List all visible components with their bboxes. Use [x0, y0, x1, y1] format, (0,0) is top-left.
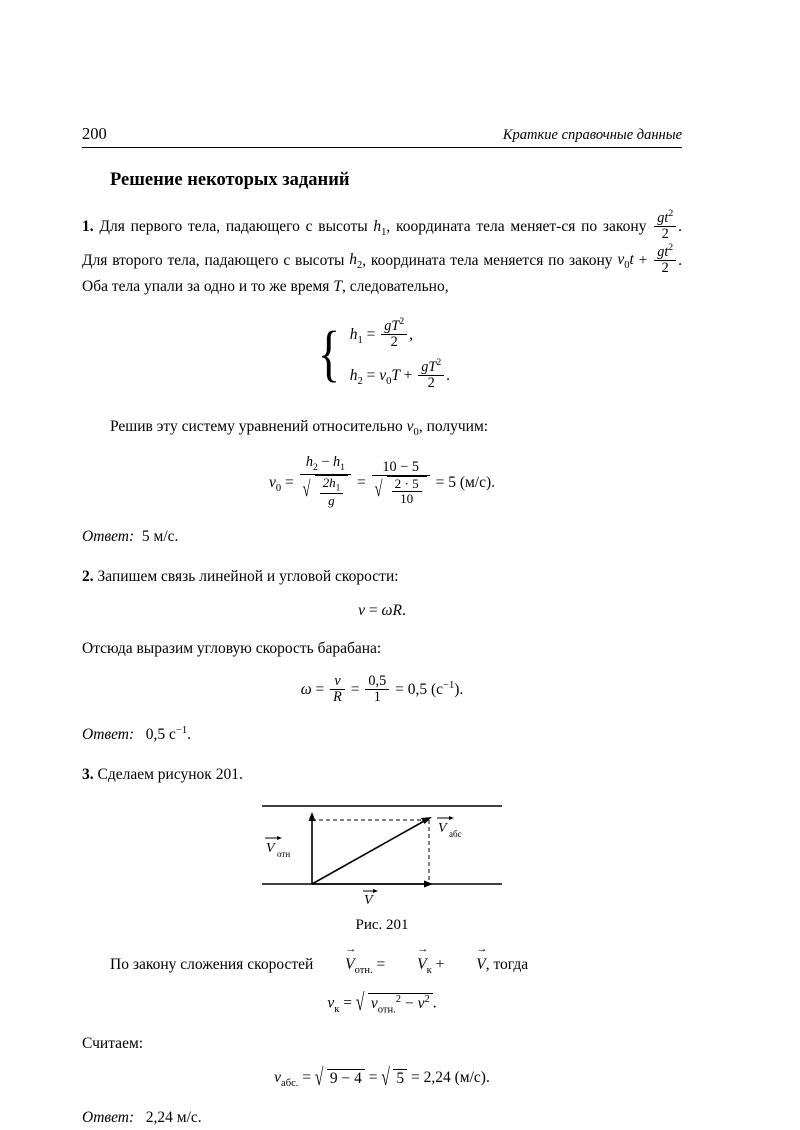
- running-title: Краткие справочные данные: [502, 127, 682, 143]
- item-text-8: , получим:: [418, 418, 489, 436]
- answer-2: [82, 724, 682, 746]
- solution-item-2: [82, 566, 682, 588]
- fraction-1: $h_2 - h_1$ √ $\frac{2h_1}{g}$: [300, 455, 352, 508]
- equation-vabs: $v_{абс.}$ = √ 9 − 4 = √ 5 = 2,24 (м/с).: [82, 1069, 682, 1089]
- answer-3: [82, 1107, 682, 1129]
- solution-item-3: [82, 764, 682, 786]
- page-header: [82, 124, 682, 148]
- fraction-05-1: $\frac{0,5}{1}$: [365, 674, 389, 706]
- equation-v-omega-R: v = ωR.: [358, 602, 406, 620]
- system-equation-2: $h_2 = v_0T$ + $\frac{gT^2}{2}$ .: [349, 356, 451, 391]
- sqrt-9-4: √ 9 − 4: [315, 1069, 365, 1088]
- fraction-gT2-2-b: $\frac{gT^2}{2}$: [418, 358, 444, 392]
- vector-v-k: $V \to_к$: [389, 956, 432, 973]
- symbol-h1: $h_1$: [373, 217, 387, 238]
- system-equation-1: $h_1$ = $\frac{gT^2}{2}$ ,: [349, 316, 414, 351]
- section-title: Решение некоторых заданий: [110, 170, 350, 190]
- sqrt-1: √ $\frac{2h_1}{g}$: [303, 475, 349, 508]
- item-text-3: . Для второго тела, падающего с высоты: [82, 217, 683, 269]
- answer-value: 5 м/с.: [141, 528, 179, 546]
- fraction-v-R: $\frac{v}{R}$: [330, 674, 345, 706]
- item-text-7: Решив эту систему уравнений относительно: [110, 418, 403, 436]
- sqrt-vk: √ $v_{отн.}^2 - v^2$: [356, 993, 433, 1015]
- equation-omega-solution: ω = $\frac{v}{R}$ = $\frac{0,5}{1}$ = 0,5 $(с^{-1})$.: [300, 673, 464, 706]
- item-text: Для первого тела, падающего с высоты: [99, 217, 368, 235]
- symbol-T: T: [333, 278, 342, 296]
- equation-system-1: [82, 310, 682, 398]
- label-v-abs-sub: абс: [449, 829, 462, 840]
- item-text-6: , следовательно,: [341, 278, 449, 296]
- sqrt-2: √ $\frac{2 \cdot 5}{10}$: [375, 476, 427, 506]
- equation-vk: $v_к$ = √ $v_{отн.}^2 - v^2$ .: [82, 993, 682, 1015]
- answer-label: Ответ:: [82, 1109, 135, 1127]
- page-content: [82, 124, 682, 1129]
- answer-value: 0,5 $с^{-1}$.: [145, 724, 192, 744]
- answer-label: Ответ:: [82, 528, 135, 546]
- item-text: Запишем связь линейной и угловой скорости:: [97, 568, 399, 586]
- figure-caption: Рис. 201: [355, 917, 409, 934]
- label-v-otn-sub: отн: [277, 849, 291, 860]
- label-v-abs: V: [438, 821, 447, 837]
- item-text-5: . Оба тела упали за одно и то же время: [82, 251, 683, 296]
- vector-v: V →: [448, 956, 485, 973]
- vector-v-otn: $V \to_{отн.}$: [317, 956, 372, 973]
- item-2-followup: Отсюда выразим угловую скорость барабана:: [82, 640, 382, 658]
- item-number: 3.: [82, 766, 94, 784]
- sqrt-5: √ 5: [381, 1069, 407, 1088]
- fraction-gt2-2: $\frac{gt^2}{2}$: [654, 209, 676, 243]
- item-number: 2.: [82, 568, 94, 586]
- label-v: V: [364, 893, 373, 909]
- item-1-followup: [82, 416, 682, 441]
- symbol-v0: $v_0$: [406, 418, 419, 439]
- item-number: 1.: [82, 217, 94, 235]
- equation-v0-solution: $v_0$ = $h_2 - h_1$ √ $\frac{2h_1}{g}$ = 10 − 5 √ $\frac{2 \cdot 5}{10}$ = 5 (м/с).: [82, 455, 682, 508]
- answer-1: [82, 526, 682, 548]
- fraction-gt2-2-b: $\frac{gt^2}{2}$: [654, 243, 676, 277]
- symbol-h2: $h_2$: [349, 251, 363, 272]
- velocity-vector-diagram: [252, 798, 512, 908]
- item-3-followup: По закону сложения скоростей $V \to_{отн.} = V \to_к + V$ →, тогда: [82, 952, 682, 979]
- figure-201: [82, 798, 682, 934]
- solution-item-1: [82, 209, 682, 298]
- item-text: Сделаем рисунок 201.: [97, 766, 243, 784]
- item-text-2: , координата тела меняет-ся по закону: [386, 217, 647, 235]
- symbol-v0t: $v_0t$: [617, 251, 634, 272]
- item-3-calc-label: Считаем:: [82, 1035, 144, 1053]
- plus-sign: +: [638, 251, 648, 269]
- fraction-gT2-2: $\frac{gT^2}{2}$: [381, 317, 407, 351]
- brace-icon: {: [317, 319, 341, 388]
- item-text-4: , координата тела меняется по закону: [362, 251, 613, 269]
- page-number: 200: [82, 124, 107, 143]
- fraction-2: 10 − 5 √ $\frac{2 \cdot 5}{10}$: [372, 460, 430, 507]
- answer-label: Ответ:: [82, 726, 135, 744]
- answer-value: 2,24 м/с.: [145, 1109, 202, 1127]
- label-v-otn: V: [266, 841, 275, 857]
